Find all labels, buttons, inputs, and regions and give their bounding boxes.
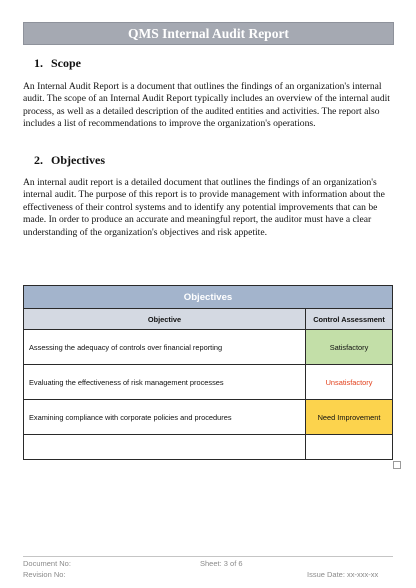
table-title: Objectives: [24, 286, 393, 309]
footer-issue-date: Issue Date: xx-xxx-xx: [307, 570, 379, 579]
assessment-cell-need-improvement[interactable]: Need Improvement: [306, 400, 393, 435]
table-row-empty: [24, 435, 393, 460]
section-number: 1.: [34, 56, 43, 70]
table-resize-handle[interactable]: [393, 461, 401, 469]
footer-sheet: Sheet: 3 of 6: [200, 559, 243, 568]
footer-document-no: Document No:: [23, 559, 71, 568]
section-title: Scope: [51, 56, 81, 70]
table-row: [24, 365, 393, 400]
objective-cell[interactable]: Assessing the adequacy of controls over financial reporting: [24, 330, 306, 365]
scope-paragraph: An Internal Audit Report is a document that outlines the findings of an organization's internal audit. The scope of an Internal Audit Report typically includes an overview of the internal audit process, as well as a detailed description of the audited entities and activities. The report also includes a list of recommendations to improve the organization's operations.: [23, 81, 390, 130]
section-heading-scope: [34, 56, 81, 71]
document-title: QMS Internal Audit Report: [128, 25, 289, 41]
column-header-objective: Objective: [24, 309, 306, 330]
table-header-row: [24, 309, 393, 330]
objectives-table: [23, 285, 393, 460]
table-row: [24, 400, 393, 435]
document-title-bar: [23, 22, 394, 45]
column-header-control-assessment: Control Assessment: [306, 309, 393, 330]
footer-revision-no: Revision No:: [23, 570, 66, 579]
table-row: [24, 330, 393, 365]
section-number: 2.: [34, 153, 43, 167]
section-heading-objectives: [34, 153, 105, 168]
assessment-cell-unsatisfactory[interactable]: Unsatisfactory: [306, 365, 393, 400]
assessment-cell[interactable]: [306, 435, 393, 460]
table-title-row: [24, 286, 393, 309]
assessment-cell-satisfactory[interactable]: Satisfactory: [306, 330, 393, 365]
objective-cell[interactable]: [24, 435, 306, 460]
footer-divider: [23, 556, 393, 557]
objective-cell[interactable]: Examining compliance with corporate policies and procedures: [24, 400, 306, 435]
objective-cell[interactable]: Evaluating the effectiveness of risk management processes: [24, 365, 306, 400]
section-title: Objectives: [51, 153, 105, 167]
objectives-paragraph: An internal audit report is a detailed document that outlines the findings of an organization's internal audit. The purpose of this report is to provide management with information about the effectiveness of their control systems and to identify any potential improvements that can be made. In order to produce an accurate and meaningful report, the auditor must have a clear understanding of the organization's objectives and risk appetite.: [23, 177, 385, 238]
